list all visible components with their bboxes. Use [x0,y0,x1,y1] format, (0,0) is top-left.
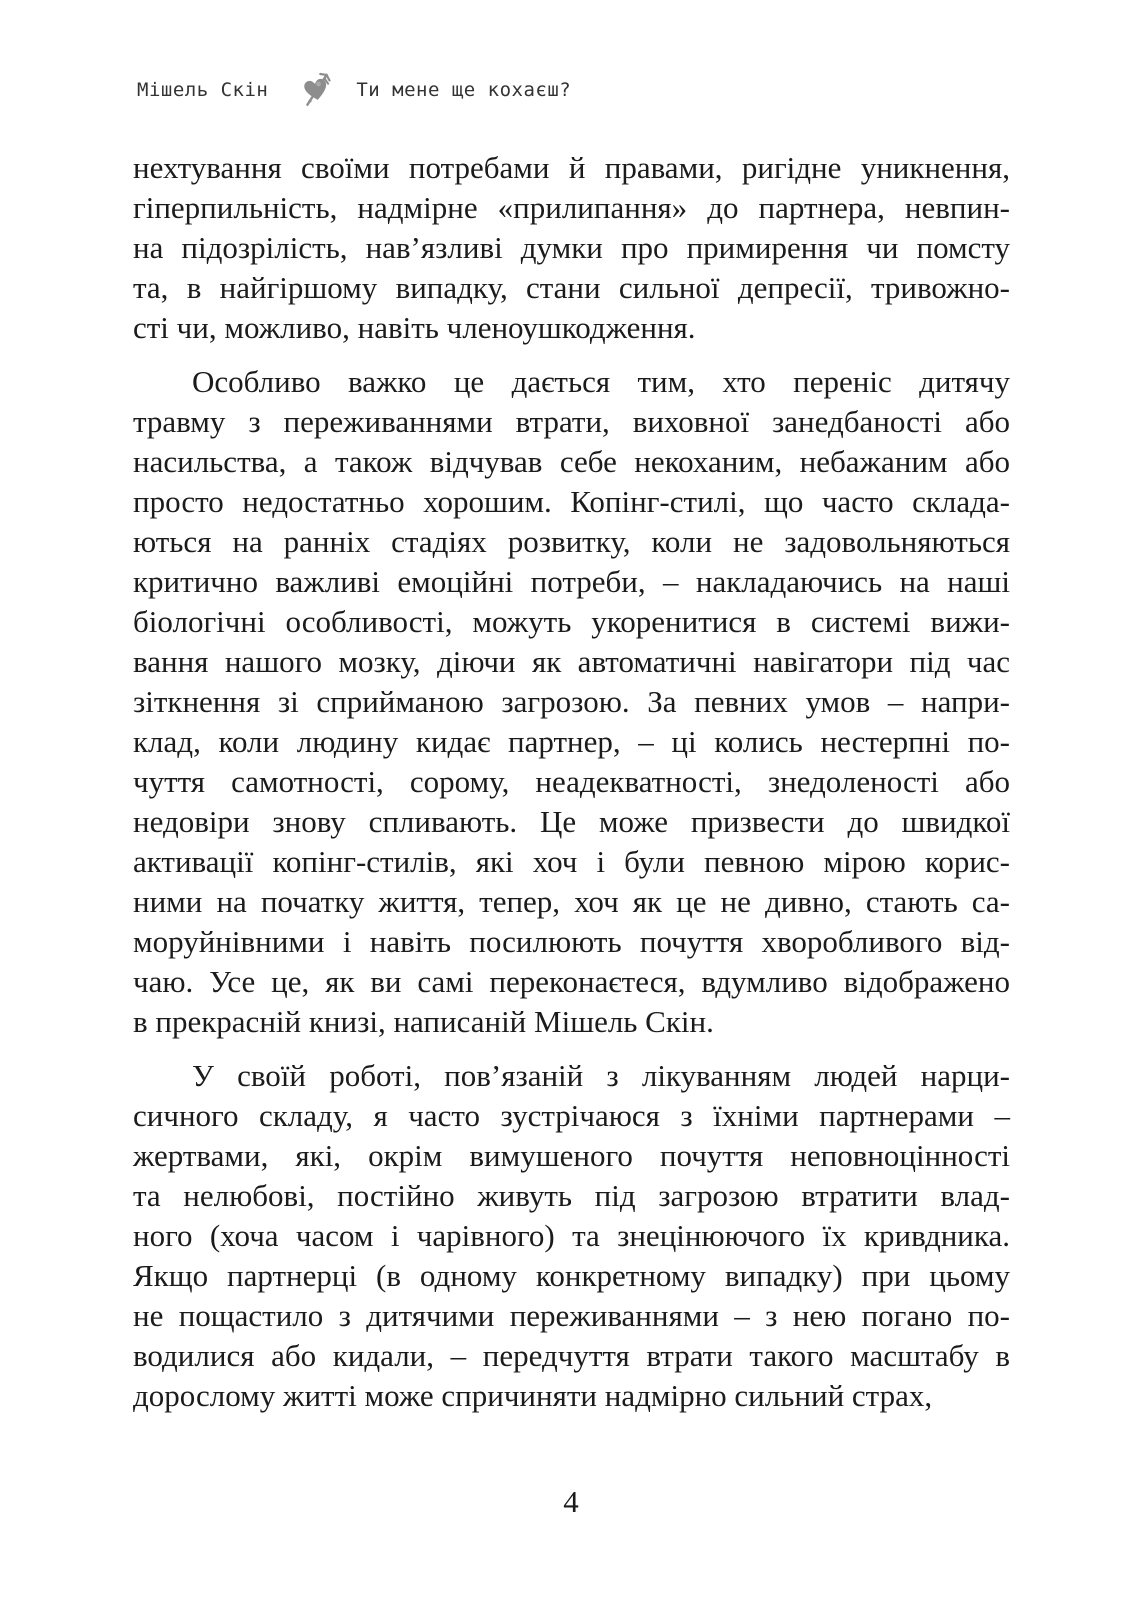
text-line: Особливо важко це дається тим, хто переніс дитячу [192,364,1010,399]
text-line: ними на початку життя, тепер, хоч як це не дивно, стають са- [133,884,1010,919]
header-book-title: Ти мене ще кохаєш? [356,79,572,101]
running-header [137,72,571,108]
text-line: клад, коли людину кидає партнер, – ці колись нестерпні по- [133,724,1010,759]
text-line: нехтування своїми потребами й правами, ригідне уникнення, [133,150,1010,185]
text-line: вання нашого мозку, діючи як автоматичні навігатори під час [133,644,1010,679]
text-line: в прекрасній книзі, написаній Мішель Скін. [133,1004,714,1039]
text-line: моруйнівними і навіть посилюють почуття хворобливого від- [133,924,1010,959]
text-line: та нелюбові, постійно живуть під загрозою втратити влад- [133,1178,1010,1213]
text-line: жертвами, які, окрім вимушеного почуття неповноцінності [133,1138,1010,1173]
text-line: просто недостатньо хорошим. Копінг-стилі, що часто склада- [133,484,1010,519]
paragraph-continuation [133,148,1010,348]
text-line: біологічні особливості, можуть укоренитися в системі вижи- [133,604,1010,639]
text-line: критично важливі емоційні потреби, – накладаючись на наші [133,564,1010,599]
paragraph [133,362,1010,1042]
text-line: сті чи, можливо, навіть членоушкодження. [133,310,696,345]
body-text-block [133,148,1010,1416]
text-line: недовіри знову спливають. Це може призвести до швидкої [133,804,1010,839]
text-line: та, в найгіршому випадку, стани сильної депресії, тривожно- [133,270,1010,305]
text-line: чуття самотності, сорому, неадекватності, знедоленості або [133,764,1010,799]
text-line: зіткнення зі сприйманою загрозою. За певних умов – напри- [133,684,1010,719]
text-line: не пощастило з дитячими переживаннями – з нею погано по- [133,1298,1010,1333]
text-line: на підозрілість, нав’язливі думки про примирення чи помсту [133,230,1010,265]
text-line: сичного складу, я часто зустрічаюся з їхніми партнерами – [133,1098,1010,1133]
header-author: Мішель Скін [137,79,269,101]
text-line: У своїй роботі, пов’язаній з лікуванням людей нарци- [192,1058,1010,1093]
text-line: активації копінг-стилів, які хоч і були певною мірою корис- [133,844,1010,879]
text-line: чаю. Усе це, як ви самі переконаєтеся, вдумливо відображено [133,964,1010,999]
text-line: ються на ранніх стадіях розвитку, коли не задовольняються [133,524,1010,559]
text-line: Якщо партнерці (в одному конкретному випадку) при цьому [133,1258,1010,1293]
paragraph [133,1056,1010,1416]
text-line: травму з переживаннями втрати, виховної занедбаності або [133,404,1010,439]
heart-arrow-icon [298,72,334,108]
text-line: водилися або кидали, – передчуття втрати такого масштабу в [133,1338,1010,1373]
text-line: насильства, а також відчував себе некоханим, небажаним або [133,444,1010,479]
page-number: 4 [563,1484,579,1519]
text-line: ного (хоча часом і чарівного) та знецінюючого їх кривдника. [133,1218,1010,1253]
text-line: дорослому житті може спричиняти надмірно сильний страх, [133,1378,933,1413]
text-line: гіперпильність, надмірне «прилипання» до партнера, невпин- [133,190,1010,225]
